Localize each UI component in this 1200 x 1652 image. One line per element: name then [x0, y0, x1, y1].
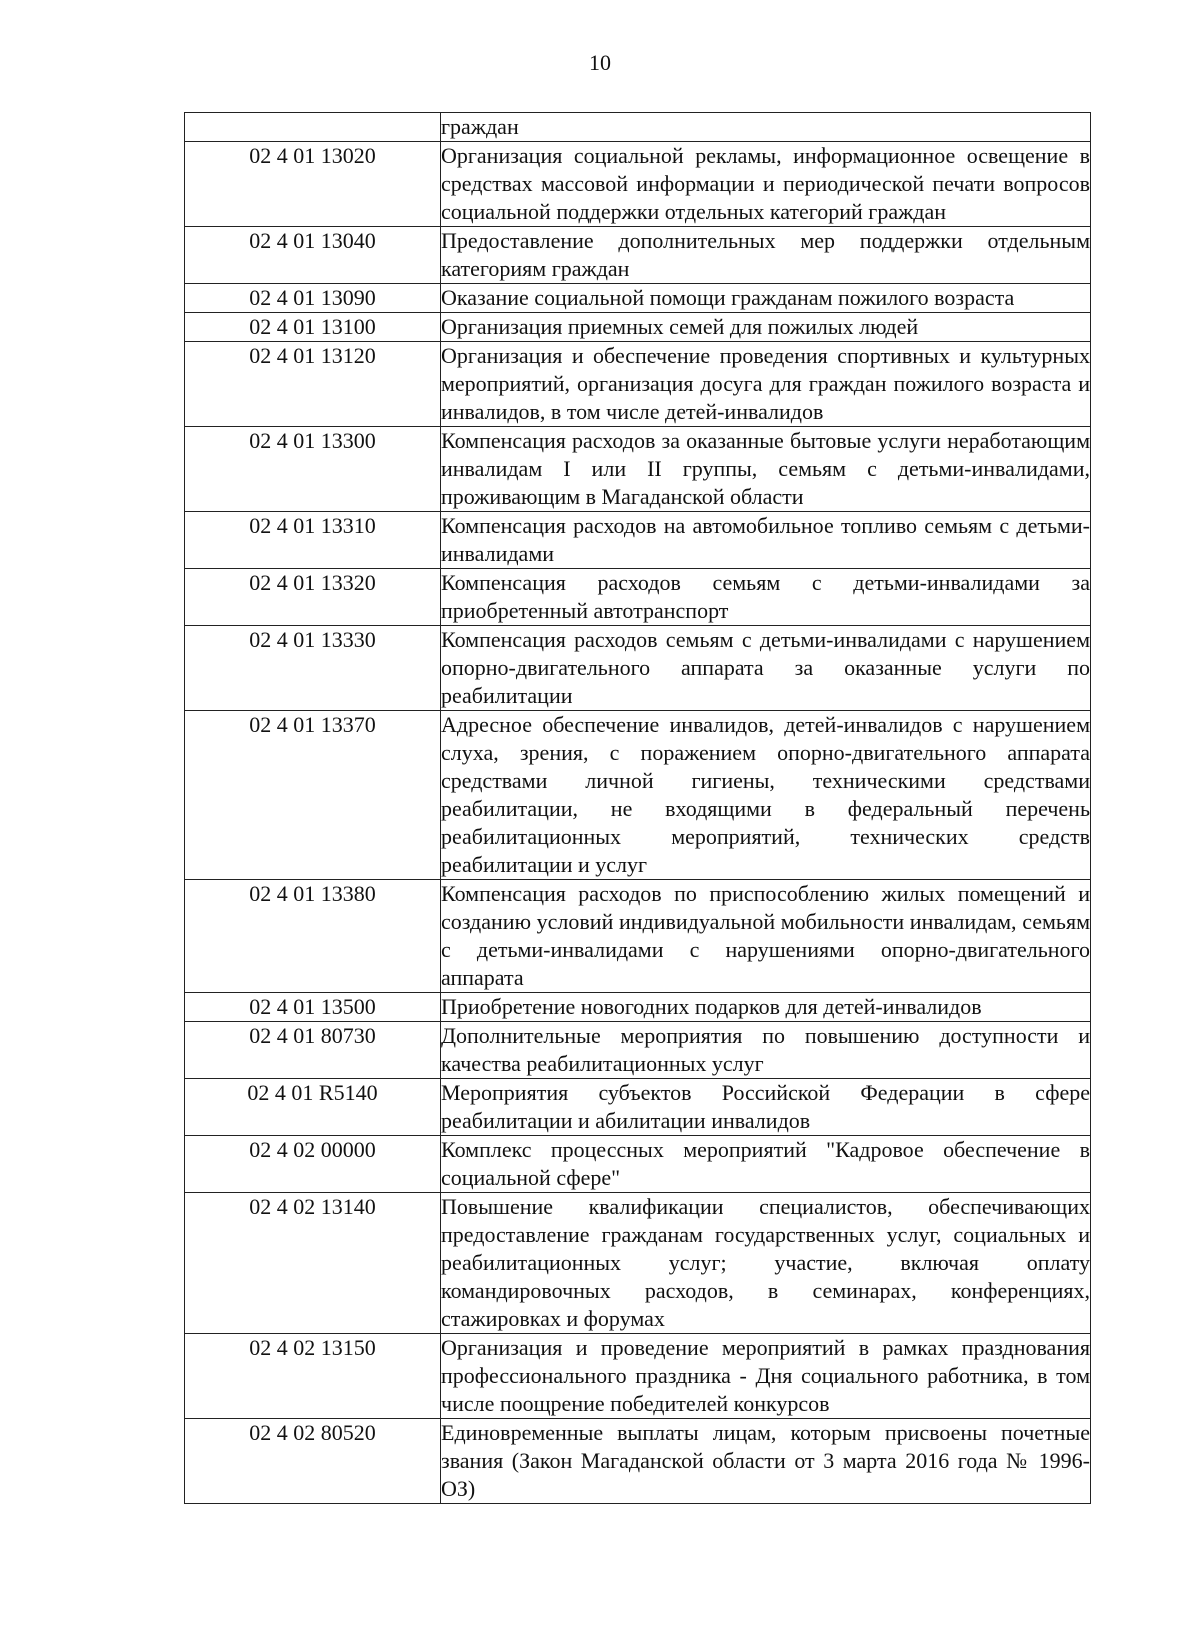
- table-row: [185, 1136, 1091, 1193]
- budget-codes-table: [184, 112, 1091, 1504]
- description-cell: Единовременные выплаты лицам, которым присвоены почетные звания (Закон Магаданской области от 3 марта 2016 года № 1996-ОЗ): [441, 1419, 1091, 1504]
- page-number: 10: [589, 50, 611, 75]
- table-row: [185, 1193, 1091, 1334]
- description-cell: Компенсация расходов семьям с детьми-инвалидами за приобретенный автотранспорт: [441, 569, 1091, 626]
- code-cell: 02 4 01 13120: [185, 342, 441, 427]
- table-row: [185, 342, 1091, 427]
- description-cell: Мероприятия субъектов Российской Федерации в сфере реабилитации и абилитации инвалидов: [441, 1079, 1091, 1136]
- code-cell: 02 4 01 R5140: [185, 1079, 441, 1136]
- table-row: [185, 142, 1091, 227]
- code-cell: 02 4 01 13380: [185, 880, 441, 993]
- description-cell: Организация социальной рекламы, информационное освещение в средствах массовой информации и периодической печати вопросов социальной поддержки отдельных категорий граждан: [441, 142, 1091, 227]
- table-row: [185, 1079, 1091, 1136]
- description-cell: Повышение квалификации специалистов, обеспечивающих предоставление гражданам государственных услуг, социальных и реабилитационных услуг; участие, включая оплату командировочных расходов, в семинарах, конференциях, стажировках и форумах: [441, 1193, 1091, 1334]
- table-row: [185, 1334, 1091, 1419]
- code-cell: 02 4 02 13150: [185, 1334, 441, 1419]
- table-row: [185, 1022, 1091, 1079]
- table-row: [185, 993, 1091, 1022]
- code-cell: 02 4 01 13370: [185, 711, 441, 880]
- description-cell: Организация и проведение мероприятий в рамках празднования профессионального праздника - Дня социального работника, в том числе поощрение победителей конкурсов: [441, 1334, 1091, 1419]
- code-cell: 02 4 01 13500: [185, 993, 441, 1022]
- code-cell: 02 4 01 13310: [185, 512, 441, 569]
- table-row: [185, 313, 1091, 342]
- code-cell: 02 4 01 13040: [185, 227, 441, 284]
- code-cell: 02 4 01 13320: [185, 569, 441, 626]
- description-cell: Приобретение новогодних подарков для детей-инвалидов: [441, 993, 1091, 1022]
- table-row: [185, 569, 1091, 626]
- description-cell: Комплекс процессных мероприятий "Кадровое обеспечение в социальной сфере": [441, 1136, 1091, 1193]
- description-cell: Компенсация расходов по приспособлению жилых помещений и созданию условий индивидуальной мобильности инвалидам, семьям с детьми-инвалидами с нарушениями опорно-двигательного аппарата: [441, 880, 1091, 993]
- code-cell: [185, 113, 441, 142]
- table-row: [185, 227, 1091, 284]
- table-row: [185, 284, 1091, 313]
- code-cell: 02 4 01 13090: [185, 284, 441, 313]
- code-cell: 02 4 02 00000: [185, 1136, 441, 1193]
- description-cell: Адресное обеспечение инвалидов, детей-инвалидов с нарушением слуха, зрения, с поражением опорно-двигательного аппарата средствами личной гигиены, техническими средствами реабилитации, не входящими в федеральный перечень реабилитационных мероприятий, технических средств реабилитации и услуг: [441, 711, 1091, 880]
- code-cell: 02 4 01 13020: [185, 142, 441, 227]
- table-row: [185, 113, 1091, 142]
- code-cell: 02 4 01 80730: [185, 1022, 441, 1079]
- table-row: [185, 1419, 1091, 1504]
- code-cell: 02 4 02 13140: [185, 1193, 441, 1334]
- code-cell: 02 4 01 13300: [185, 427, 441, 512]
- table-row: [185, 512, 1091, 569]
- code-cell: 02 4 02 80520: [185, 1419, 441, 1504]
- table-row: [185, 711, 1091, 880]
- description-cell: Оказание социальной помощи гражданам пожилого возраста: [441, 284, 1091, 313]
- description-cell: Предоставление дополнительных мер поддержки отдельным категориям граждан: [441, 227, 1091, 284]
- code-cell: 02 4 01 13330: [185, 626, 441, 711]
- description-cell: Организация приемных семей для пожилых людей: [441, 313, 1091, 342]
- code-cell: 02 4 01 13100: [185, 313, 441, 342]
- table-row: [185, 880, 1091, 993]
- description-cell: Компенсация расходов за оказанные бытовые услуги неработающим инвалидам I или II группы, семьям с детьми-инвалидами, проживающим в Магаданской области: [441, 427, 1091, 512]
- table-row: [185, 626, 1091, 711]
- description-cell: Организация и обеспечение проведения спортивных и культурных мероприятий, организация досуга для граждан пожилого возраста и инвалидов, в том числе детей-инвалидов: [441, 342, 1091, 427]
- table-row: [185, 427, 1091, 512]
- description-cell: Компенсация расходов на автомобильное топливо семьям с детьми-инвалидами: [441, 512, 1091, 569]
- description-cell: Дополнительные мероприятия по повышению доступности и качества реабилитационных услуг: [441, 1022, 1091, 1079]
- description-cell: граждан: [441, 113, 1091, 142]
- description-cell: Компенсация расходов семьям с детьми-инвалидами с нарушением опорно-двигательного аппарата за оказанные услуги по реабилитации: [441, 626, 1091, 711]
